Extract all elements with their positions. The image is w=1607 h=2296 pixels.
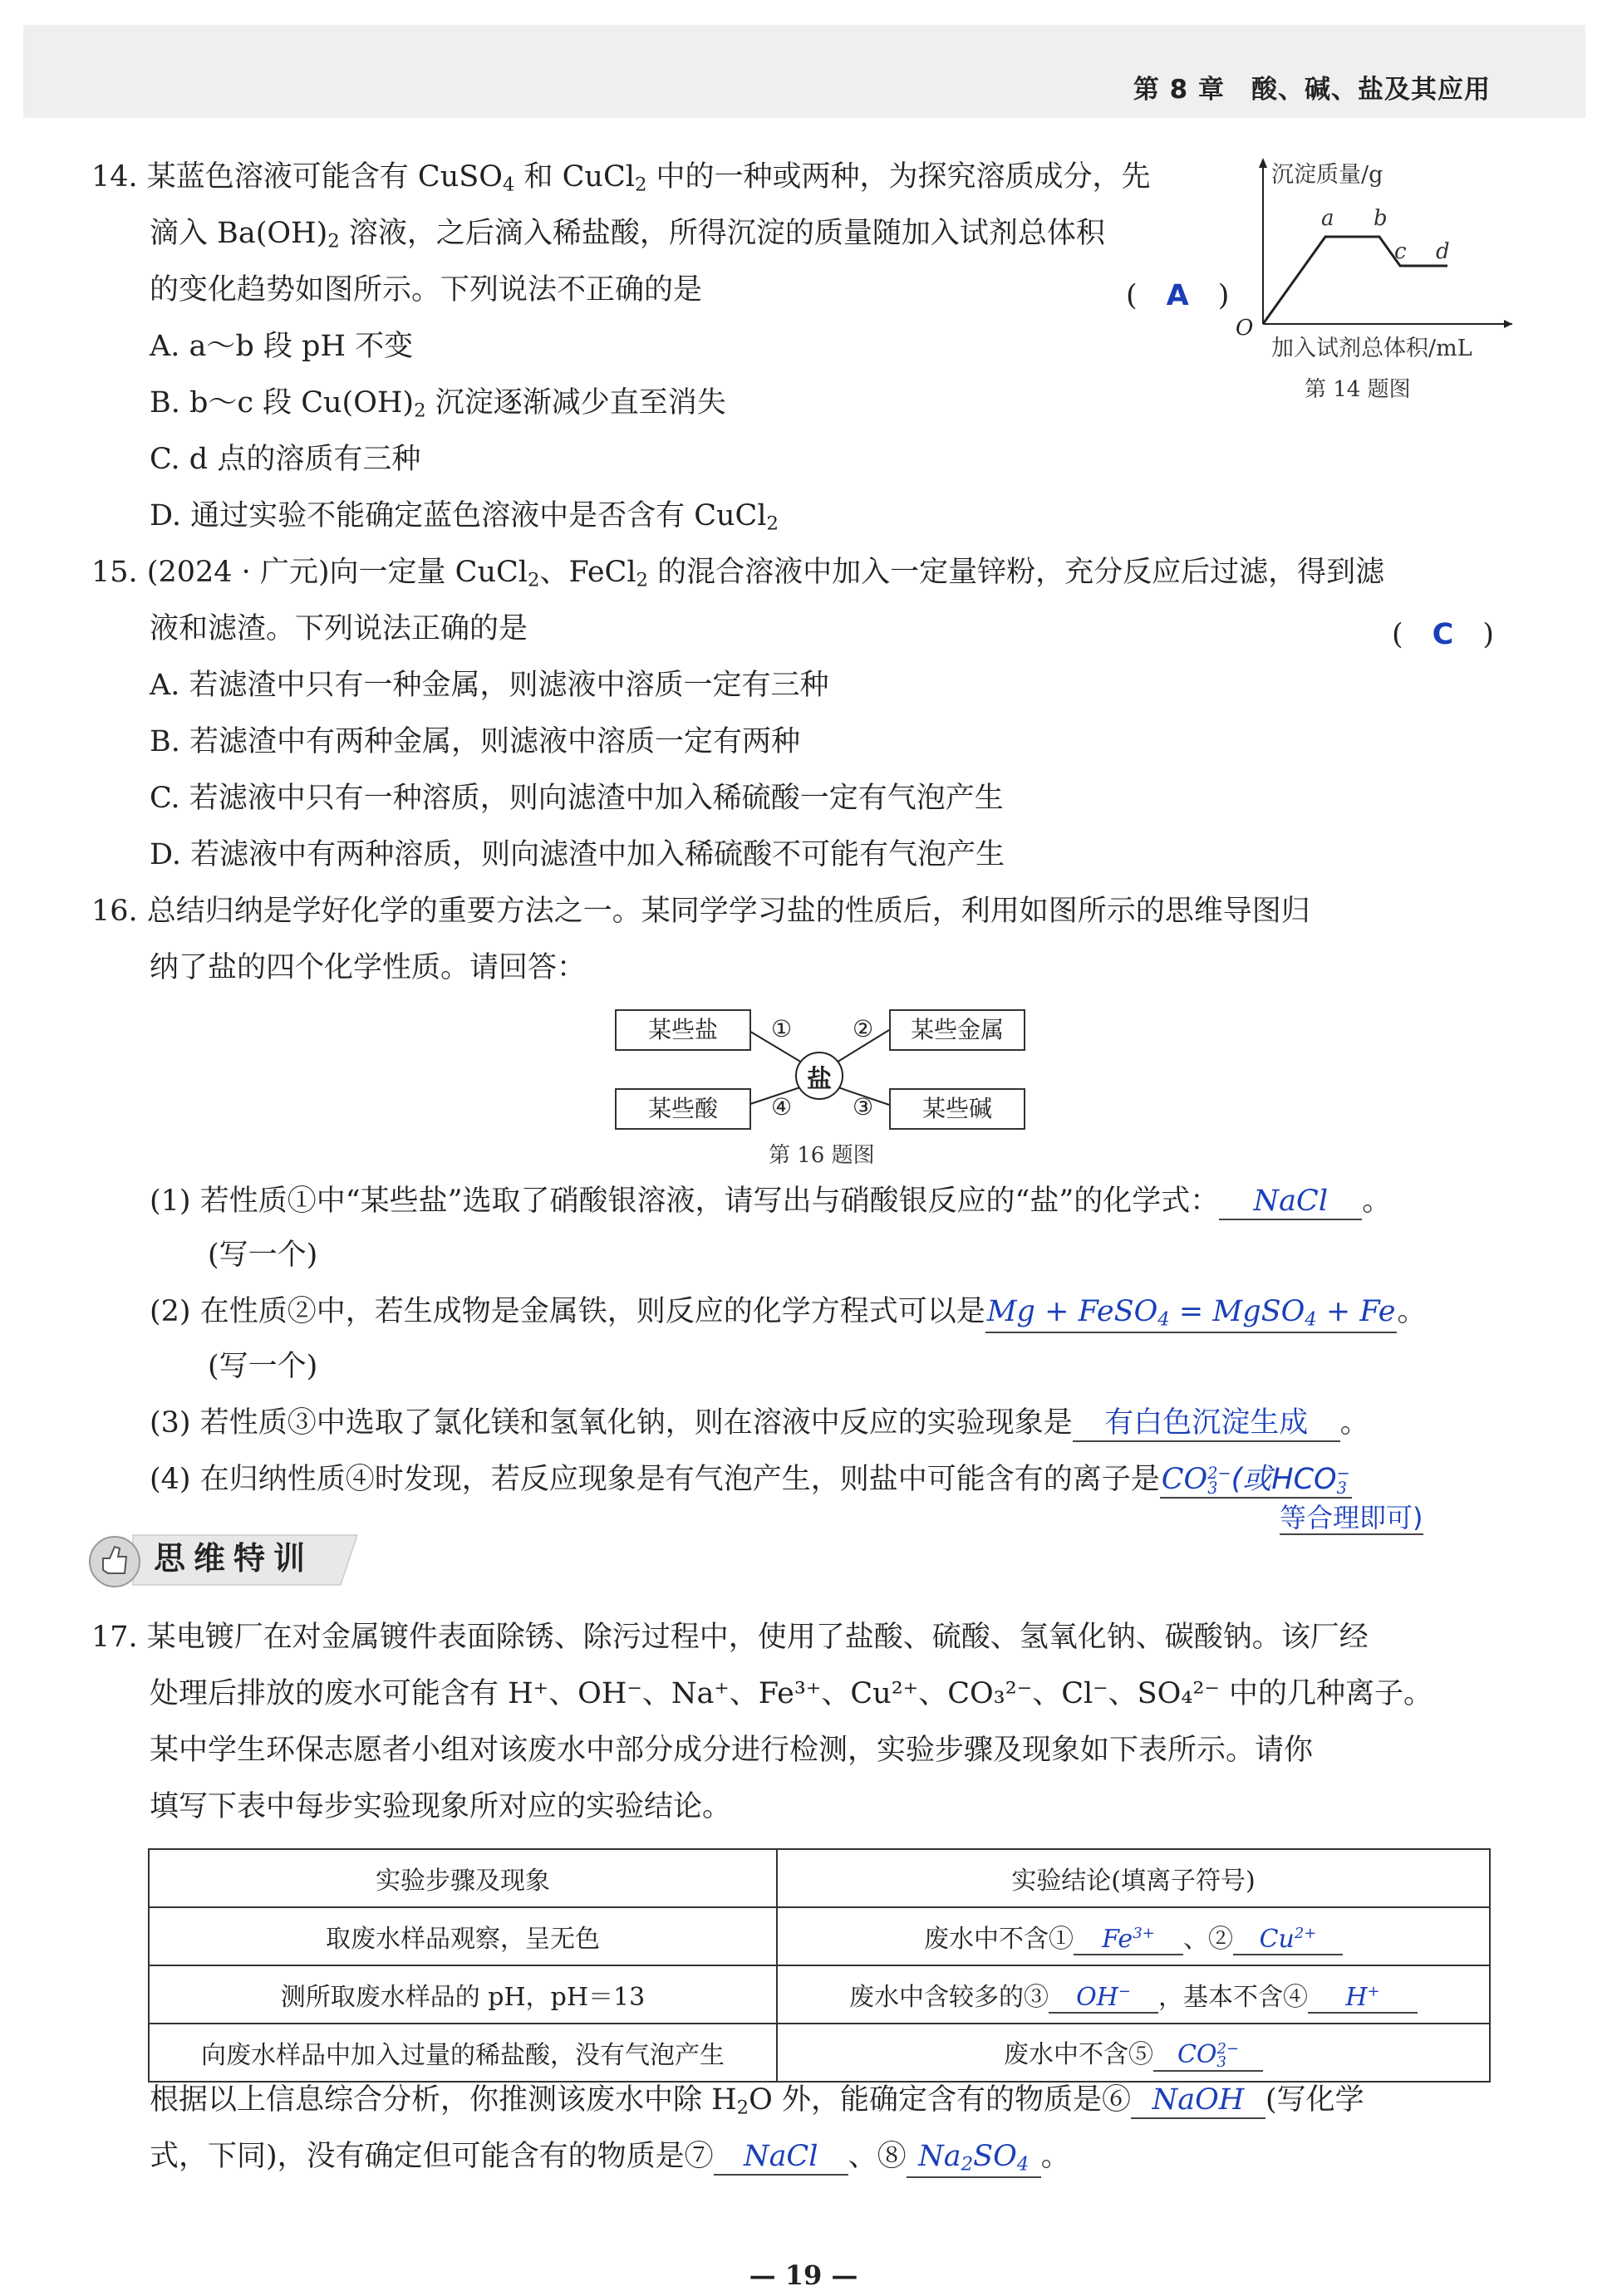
chapter-title: 第 8 章 酸、碱、盐及其应用 <box>1133 75 1491 105</box>
q16-mindmap-caption: 第 16 题图 <box>769 1143 875 1168</box>
graph-point-d: d <box>1436 239 1450 264</box>
table-answer-3: OH− <box>1049 1983 1158 2014</box>
table-cell-conclusion: 废水中不含① $Fe^{3+}$ 、② $Cu^{2+}$ <box>777 1907 1490 1965</box>
q14-answer: A <box>1166 279 1189 312</box>
table-answer-4: H+ <box>1308 1983 1418 2014</box>
q16-part4-answer: CO 2− 3 (或HCO − 3 <box>1161 1463 1350 1498</box>
graph-x-arrow <box>1504 320 1512 328</box>
q14-option-b: B. b～c 段 $Cu(OH)_2$ 沉淀逐渐减少直至消失 <box>150 386 726 422</box>
q16-part1-answer: NaCl <box>1219 1184 1362 1220</box>
q15-option-a: A. 若滤渣中只有一种金属，则滤液中溶质一定有三种 <box>150 669 829 702</box>
q17-answer-7: NaCl <box>714 2139 848 2176</box>
q14-graph-caption: 第 14 题图 <box>1305 377 1411 402</box>
page-number: — 19 — <box>749 2259 858 2291</box>
mindmap-box-some-salts: 某些盐 <box>615 1009 751 1051</box>
q17-stem-line1: 17. 某电镀厂在对金属镀件表面除锈、除污过程中，使用了盐酸、硫酸、氢氧化钠、碳酸钠。该厂经 <box>91 1621 1369 1654</box>
table-row <box>149 1965 1490 2024</box>
q17-answer-6: NaOH <box>1131 2083 1265 2119</box>
q15-option-b: B. 若滤渣中有两种金属，则滤液中溶质一定有两种 <box>150 725 800 758</box>
q14-option-c: C. d 点的溶质有三种 <box>150 443 421 476</box>
mindmap-num-3: ③ <box>853 1093 874 1121</box>
table-header-steps: 实验步骤及现象 <box>149 1849 777 1907</box>
q16-part2-note: (写一个) <box>208 1350 318 1383</box>
q16-stem-line2: 纳了盐的四个化学性质。请回答： <box>150 951 587 984</box>
q15-option-c: C. 若滤液中只有一种溶质，则向滤渣中加入稀硫酸一定有气泡产生 <box>150 782 1004 815</box>
table-answer-1: $Fe^{3+}$ <box>1074 1925 1183 1955</box>
q16-part2: (2) 在性质②中，若生成物是金属铁，则反应的化学方程式可以是Mg + FeSO$_4$ = MgSO$_4$ + Fe。 <box>150 1294 1426 1333</box>
graph-y-label: 沉淀质量/g <box>1271 162 1383 188</box>
q14-option-a: A. a～b 段 pH 不变 <box>150 330 414 363</box>
q14-answer-paren: ( A ) <box>1126 279 1230 312</box>
q16-part1: (1) 若性质①中“某些盐”选取了硝酸银溶液，请写出与硝酸银反应的“盐”的化学式： NaCl 。 <box>150 1184 1391 1220</box>
mindmap-box-some-bases: 某些碱 <box>889 1088 1025 1130</box>
q14-stem-line1: 14. 某蓝色溶液可能含有 CuSO$_4$ 和 CuCl$_2$ 中的一种或两种，为探究溶质成分，先 <box>91 160 1151 196</box>
mindmap-num-4: ④ <box>771 1093 793 1121</box>
graph-origin-label: O <box>1236 316 1254 341</box>
table-cell-conclusion: 废水中不含⑤ CO 2− 3 <box>777 2024 1490 2082</box>
graph-point-a: a <box>1321 206 1334 231</box>
q16-part1-note: (写一个) <box>208 1239 318 1272</box>
table-header-conclusion: 实验结论(填离子符号) <box>777 1849 1490 1907</box>
graph-point-c: c <box>1394 239 1407 264</box>
q14-option-d: D. 通过实验不能确定蓝色溶液中是否含有 CuCl$_2$ <box>150 499 779 535</box>
table-cell-step: 取废水样品观察，呈无色 <box>149 1907 777 1965</box>
mindmap-num-1: ① <box>771 1015 793 1043</box>
q17-answer-8: $Na_2SO_4$ <box>907 2139 1041 2178</box>
q17-stem-line2: 处理后排放的废水可能含有 H⁺、OH⁻、Na⁺、Fe³⁺、Cu²⁺、CO₃²⁻、Cl⁻、SO₄²⁻ 中的几种离子。 <box>150 1677 1433 1710</box>
table-answer-2: $Cu^{2+}$ <box>1233 1925 1343 1955</box>
q16-part4: (4) 在归纳性质④时发现，若反应现象是有气泡产生，则盐中可能含有的离子是CO 2− 3 (或HCO − 3 <box>150 1463 1350 1498</box>
table-cell-step: 测所取废水样品的 pH，pH＝13 <box>149 1965 777 2024</box>
q16-part3-answer: 有白色沉淀生成 <box>1073 1406 1340 1442</box>
graph-point-b: b <box>1374 206 1388 231</box>
q17-conclusion-line1: 根据以上信息综合分析，你推测该废水中除 $H_2O$ 外，能确定含有的物质是⑥ NaOH (写化学 <box>150 2083 1364 2119</box>
mindmap-box-some-acids: 某些酸 <box>615 1088 751 1130</box>
graph-curve <box>1263 237 1447 324</box>
graph-y-arrow <box>1259 158 1267 168</box>
q14-stem-line3: 的变化趋势如图所示。下列说法不正确的是 <box>150 273 703 307</box>
q15-stem-line2: 液和滤渣。下列说法正确的是 <box>150 612 528 645</box>
table-row <box>149 2024 1490 2082</box>
q16-part3: (3) 若性质③中选取了氯化镁和氢氧化钠，则在溶液中反应的实验现象是 有白色沉淀生成 。 <box>150 1406 1369 1442</box>
q17-stem-line3: 某中学生环保志愿者小组对该废水中部分成分进行检测，实验步骤及现象如下表所示。请你 <box>150 1734 1314 1767</box>
table-answer-5: CO 2− 3 <box>1153 2040 1263 2071</box>
q17-conclusion-line2: 式，下同)，没有确定但可能含有的物质是⑦ NaCl 、⑧ $Na_2SO_4$ 。 <box>150 2139 1070 2178</box>
table-row <box>149 1907 1490 1965</box>
table-cell-step: 向废水样品中加入过量的稀盐酸，没有气泡产生 <box>149 2024 777 2082</box>
q14-stem-line2: 滴入 $Ba(OH)_2$ 溶液，之后滴入稀盐酸，所得沉淀的质量随加入试剂总体积 <box>150 217 1105 253</box>
section-title: 思维特训 <box>154 1540 314 1577</box>
q17-stem-line4: 填写下表中每步实验现象所对应的实验结论。 <box>150 1790 732 1823</box>
q16-part2-answer: Mg + FeSO$_4$ = MgSO$_4$ + Fe <box>985 1294 1398 1333</box>
mindmap-box-some-metals: 某些金属 <box>889 1009 1025 1051</box>
q15-option-d: D. 若滤液中有两种溶质，则向滤渣中加入稀硫酸不可能有气泡产生 <box>150 838 1005 871</box>
experiment-table <box>148 1848 1491 2083</box>
table-cell-conclusion: 废水中含较多的③ OH− ，基本不含④ H+ <box>777 1965 1490 2024</box>
q15-stem-line1: 15. (2024 · 广元)向一定量 CuCl$_2$、FeCl$_2$ 的混合溶液中加入一定量锌粉，充分反应后过滤，得到滤 <box>91 556 1385 591</box>
q16-stem-line1: 16. 总结归纳是学好化学的重要方法之一。某同学学习盐的性质后，利用如图所示的思维导图归 <box>91 895 1310 928</box>
graph-x-label: 加入试剂总体积/mL <box>1271 336 1472 361</box>
q15-answer: C <box>1432 618 1454 651</box>
q16-part4-answer-cont: 等合理即可) <box>1280 1502 1423 1535</box>
q15-answer-paren: ( C ) <box>1392 618 1494 651</box>
mindmap-num-2: ② <box>853 1015 874 1043</box>
mindmap-center-label: 盐 <box>807 1065 832 1094</box>
table-header-row <box>149 1849 1490 1907</box>
